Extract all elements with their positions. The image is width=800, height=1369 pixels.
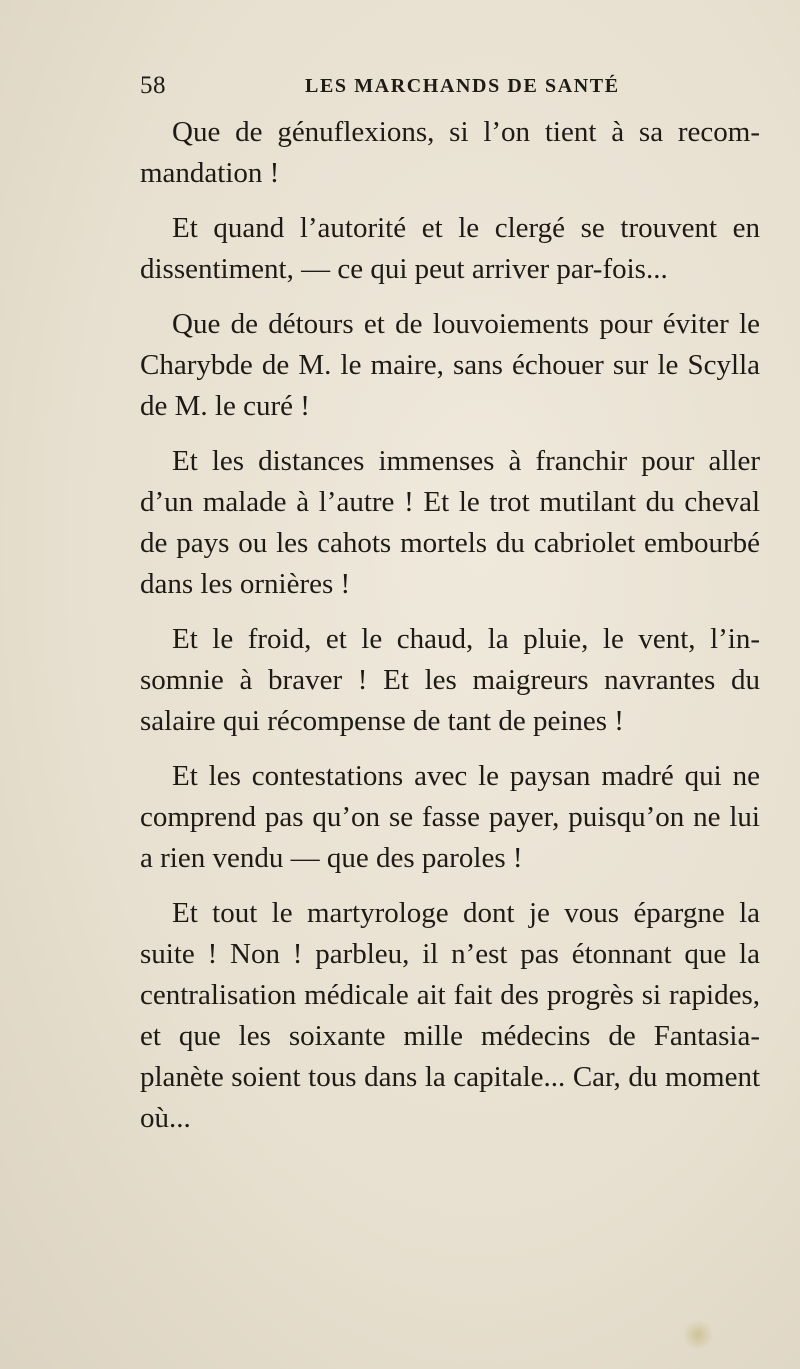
paragraph-1: Que de génuflexions, si l’on tient à sa recom-mandation ! [140,116,760,189]
running-head [140,72,760,112]
page-number: 58 [140,72,166,99]
paragraph-2: Et quand l’autorité et le clergé se trouvent en dissentiment, — ce qui peut arriver par-fois... [140,212,760,285]
paper-stain [681,1321,715,1349]
running-title: LES MARCHANDS DE SANTÉ [305,75,620,97]
body-text [140,112,760,1153]
paragraph-6: Et les contestations avec le paysan madré qui ne comprend pas qu’on se fasse payer, puisqu’on ne lui a rien vendu — que des paroles ! [140,760,760,874]
paragraph-4: Et les distances immenses à franchir pour aller d’un malade à l’autre ! Et le trot mutilant du cheval de pays ou les cahots mortels du cabriolet embourbé dans les ornières ! [140,445,760,600]
paragraph-5: Et le froid, et le chaud, la pluie, le vent, l’in-somnie à braver ! Et les maigreurs navrantes du salaire qui récompense de tant de peines ! [140,623,760,737]
paragraph-3: Que de détours et de louvoiements pour éviter le Charybde de M. le maire, sans échouer sur le Scylla de M. le curé ! [140,308,760,422]
paragraph-7: Et tout le martyrologe dont je vous épargne la suite ! Non ! parbleu, il n’est pas étonnant que la centralisation médicale ait fait des progrès si rapides, et que les soixante mille médecins de Fantasia-planète soient tous dans la capitale... Car, du moment où... [140,897,760,1134]
